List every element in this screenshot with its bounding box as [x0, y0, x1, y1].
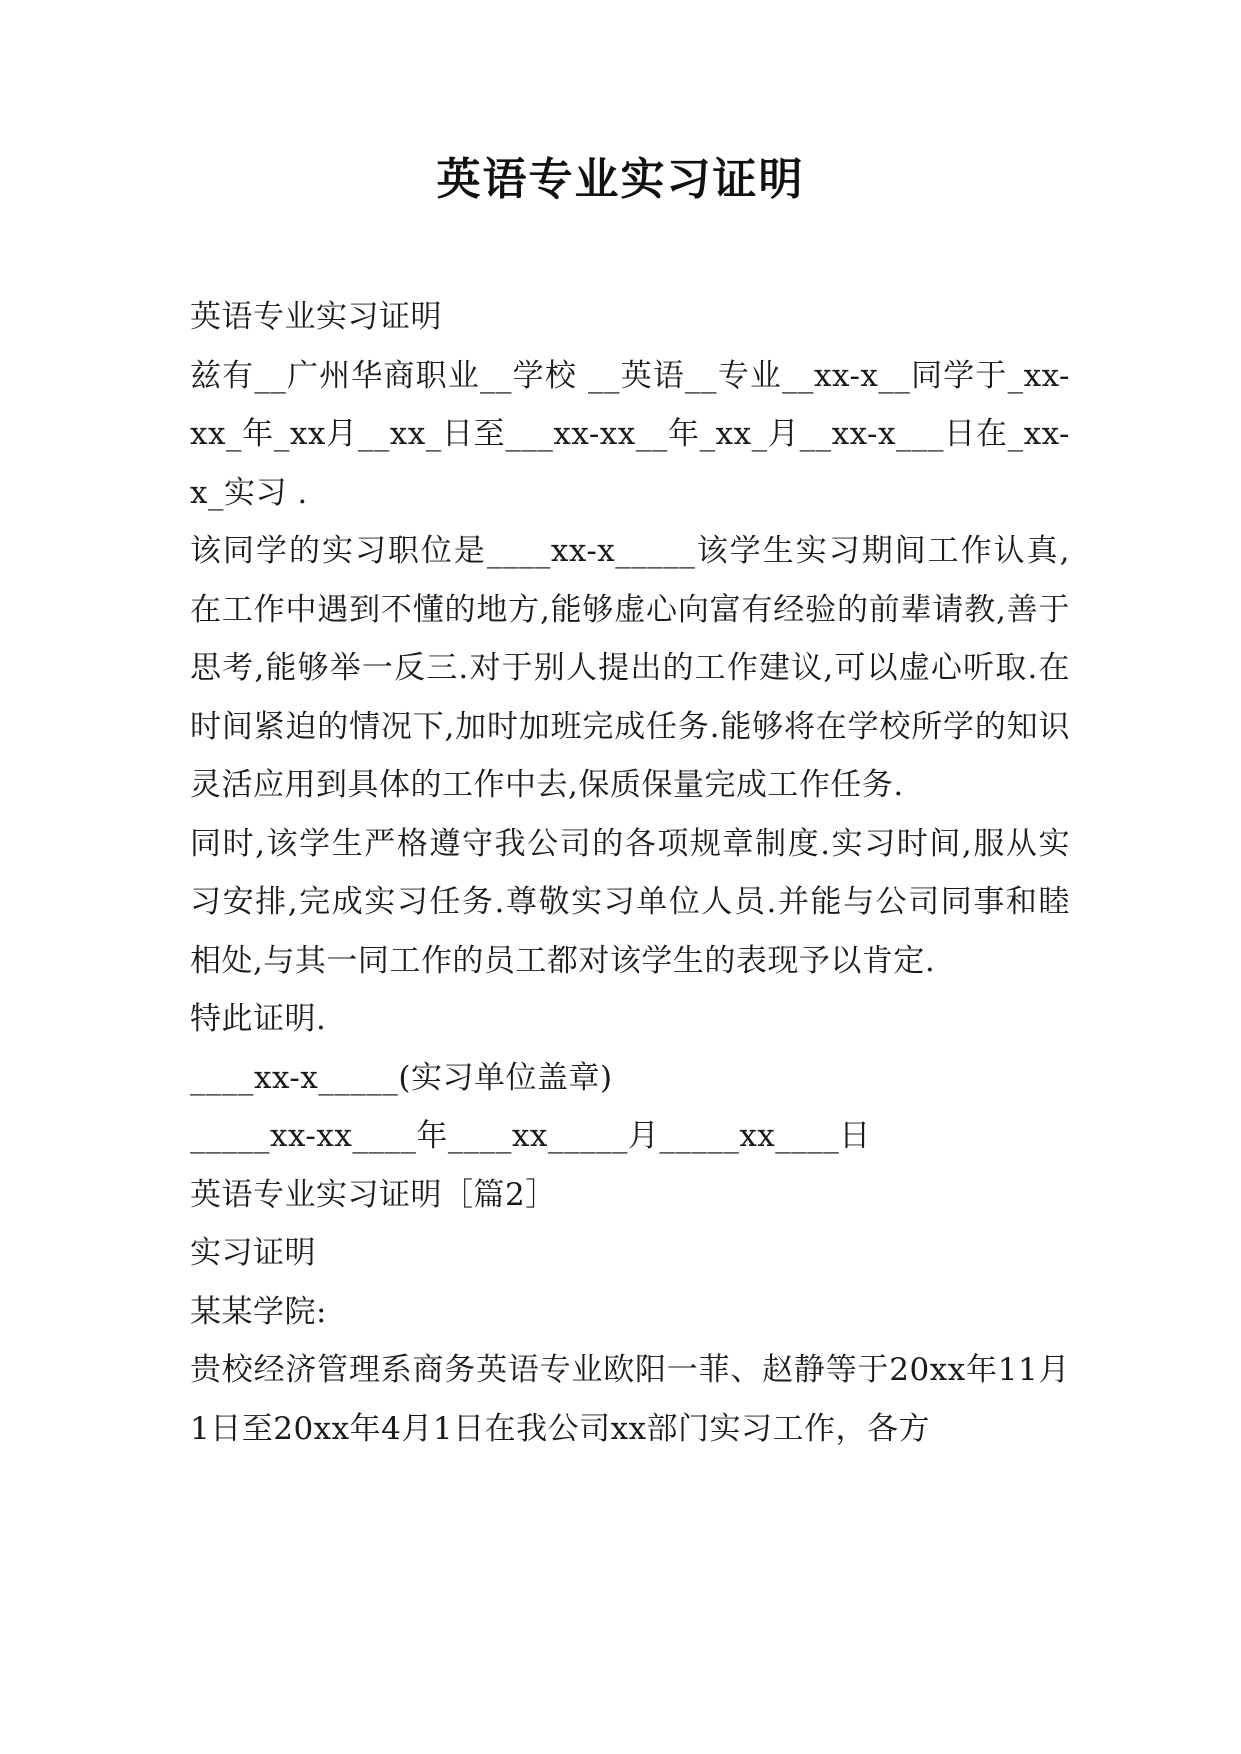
conduct-paragraph: 同时,该学生严格遵守我公司的各项规章制度.实习时间,服从实习安排,完成实习任务.尊敬实习单位人员.并能与公司同事和睦相处,与其一同工作的员工都对该学生的表现予以肯定. — [190, 825, 1070, 979]
subtitle-line: 英语专业实习证明 — [190, 299, 442, 335]
date-line: _____xx-xx____年____xx_____月_____xx____日 — [190, 1118, 871, 1154]
part2-title: 实习证明 — [190, 1235, 316, 1271]
document-title: 英语专业实习证明 — [436, 154, 805, 205]
section-heading-part2: 英语专业实习证明［篇2］ — [190, 1176, 557, 1213]
part2-body-paragraph: 贵校经济管理系商务英语专业欧阳一菲、赵静等于20xx年11月1日至20xx年4月1日在我公司xx部门实习工作，各方 — [190, 1352, 1070, 1447]
part2-salutation: 某某学院: — [190, 1293, 327, 1330]
certification-statement: 特此证明. — [190, 1001, 327, 1037]
document-body — [190, 288, 1070, 1458]
internship-evaluation-paragraph: 该同学的实习职位是____xx-x_____该学生实习期间工作认真,在工作中遇到不懂的地方,能够虚心向富有经验的前辈请教,善于思考,能够举一反三.对于别人提出的工作建议,可以虚心听取.在时间紧迫的情况下,加时加班完成任务.能够将在学校所学的知识灵活应用到具体的工作中去,保质保量完成工作任务. — [190, 533, 1070, 803]
certificate-intro-paragraph: 兹有__广州华商职业__学校 __英语__专业__xx-x__同学于_xx-xx_年_xx月__xx_日至___xx-xx__年_xx_月__xx-x___日在_xx-x_实习 . — [190, 357, 1070, 511]
company-seal-line: ____xx-x_____(实习单位盖章) — [190, 1059, 613, 1096]
